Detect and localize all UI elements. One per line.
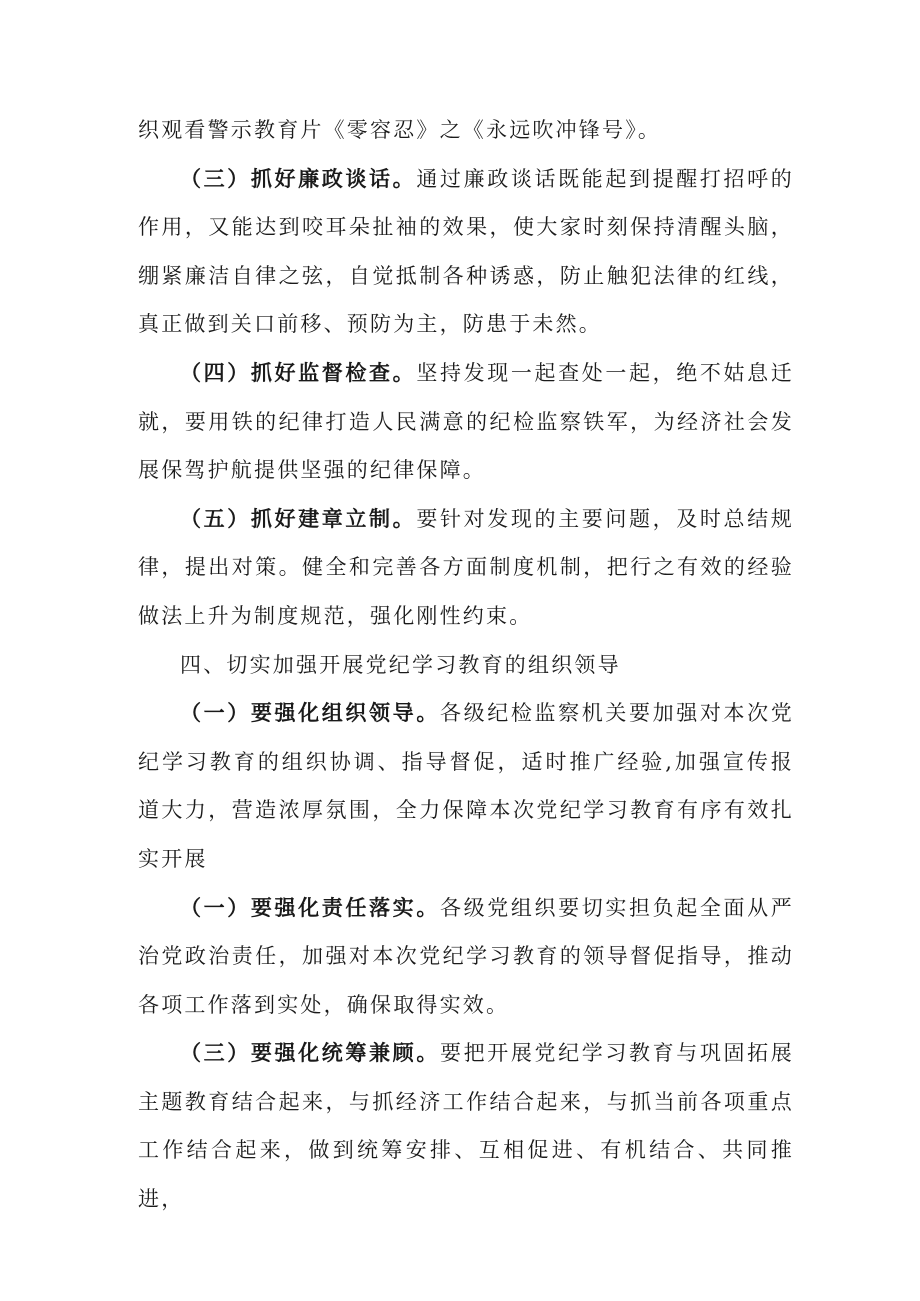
paragraph-2: [138, 155, 794, 349]
heading-text: 四、切实加强开展党纪学习教育的组织领导: [180, 652, 621, 677]
paragraph-lead: （三）要强化统筹兼顾。: [180, 1041, 440, 1066]
paragraph-4: [138, 495, 794, 641]
paragraph-1: [138, 106, 794, 155]
paragraph-lead: （五）抓好建章立制。: [180, 506, 417, 531]
paragraph-lead: （三）抓好廉政谈话。: [180, 166, 417, 191]
paragraph-3: [138, 349, 794, 495]
paragraph-text: 要针对发现的主要问题，及时总结规律，提出对策。健全和完善各方面制度机制，把行之有效的经验做法上升为制度规范，强化刚性约束。: [138, 506, 795, 628]
paragraph-text: 坚持发现一起查处一起，绝不姑息迁就，要用铁的纪律打造人民满意的纪检监察铁军，为经济社会发展保驾护航提供坚强的纪律保障。: [138, 360, 795, 483]
paragraph-text: 要把开展党纪学习教育与巩固拓展主题教育结合起来，与抓经济工作结合起来，与抓当前各项重点工作结合起来，做到统筹安排、互相促进、有机结合、共同推进，: [138, 1041, 794, 1212]
paragraph-5: [138, 689, 794, 883]
document-page: [138, 106, 794, 1224]
paragraph-text: 各级党组织要切实担负起全面从严治党政治责任，加强对本次党纪学习教育的领导督促指导，推动各项工作落到实处，确保取得实效。: [138, 895, 794, 1017]
paragraph-text: 通过廉政谈话既能起到提醒打招呼的作用，又能达到咬耳朵扯袖的效果，使大家时刻保持清醒头脑，绷紧廉洁自律之弦，自觉抵制各种诱惑，防止触犯法律的红线，真正做到关口前移、预防为主，防患于未然。: [138, 166, 795, 337]
section-heading: [138, 641, 794, 690]
paragraph-lead: （一）要强化责任落实。: [180, 895, 440, 920]
paragraph-text: 各级纪检监察机关要加强对本次党纪学习教育的组织协调、指导督促，适时推广经验,加强宣传报道大力，营造浓厚氛围，全力保障本次党纪学习教育有序有效扎实开展: [138, 701, 794, 871]
paragraph-7: [138, 1029, 794, 1223]
paragraph-text: 织观看警示教育片《零容忍》之《永远吹冲锋号》。: [138, 118, 662, 142]
paragraph-6: [138, 884, 794, 1030]
paragraph-lead: （一）要强化组织领导。: [180, 701, 440, 726]
paragraph-lead: （四）抓好监督检查。: [180, 360, 417, 385]
